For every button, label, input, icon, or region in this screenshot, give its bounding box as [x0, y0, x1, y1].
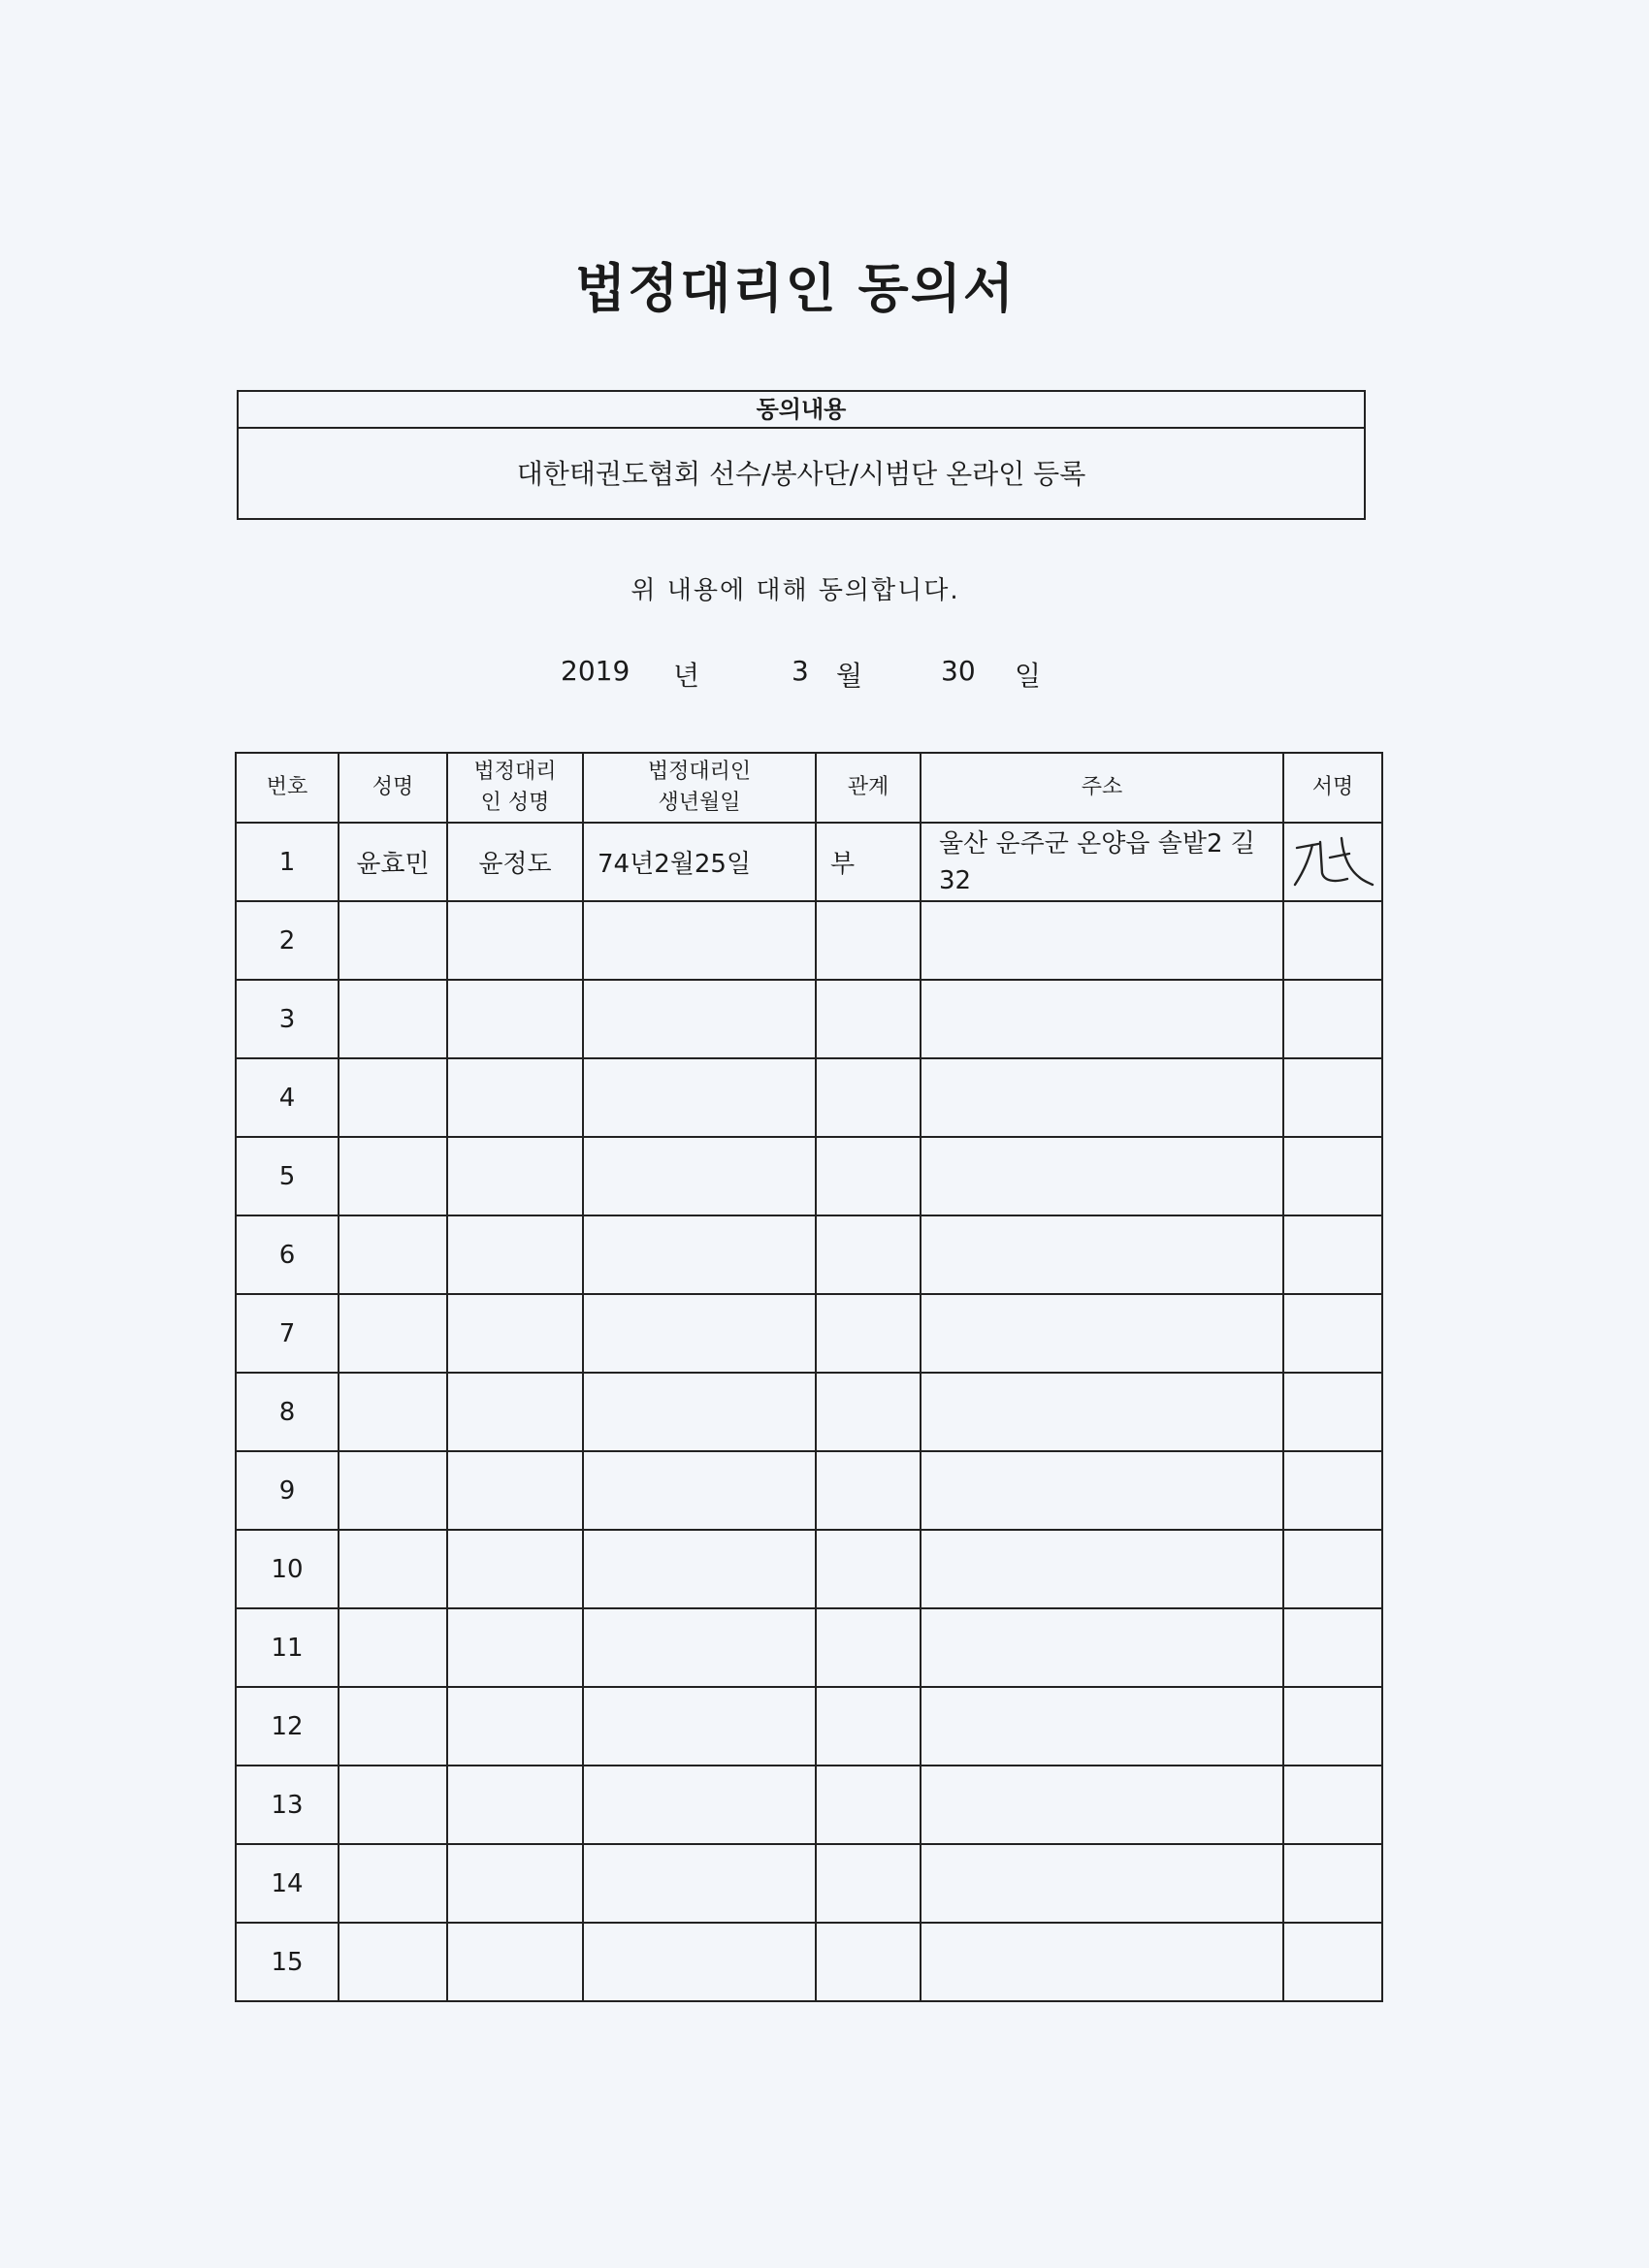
table-row — [236, 1058, 1382, 1137]
cell-address — [921, 1766, 1283, 1844]
cell-guardian-birth — [583, 1294, 816, 1373]
cell-address: 울산 운주군 온양읍 솔밭2 길 32 — [921, 823, 1283, 901]
cell-relation — [816, 1766, 921, 1844]
cell-relation: 부 — [816, 823, 921, 901]
cell-signature — [1283, 1608, 1382, 1687]
date-year: 2019 — [561, 655, 630, 687]
cell-guardian-name — [447, 1373, 583, 1451]
table-header-row — [236, 753, 1382, 823]
cell-signature — [1283, 1294, 1382, 1373]
cell-name — [339, 1215, 447, 1294]
cell-relation — [816, 980, 921, 1058]
cell-address — [921, 980, 1283, 1058]
cell-guardian-birth — [583, 1215, 816, 1294]
cell-name — [339, 1608, 447, 1687]
cell-name — [339, 1137, 447, 1215]
cell-guardian-name — [447, 1530, 583, 1608]
header-signature: 서명 — [1283, 753, 1382, 823]
cell-guardian-name — [447, 1215, 583, 1294]
table-row — [236, 1766, 1382, 1844]
table-row — [236, 980, 1382, 1058]
cell-address — [921, 1608, 1283, 1687]
date-year-unit: 년 — [673, 660, 700, 692]
cell-guardian-name — [447, 980, 583, 1058]
table-row — [236, 1215, 1382, 1294]
cell-address — [921, 1451, 1283, 1530]
cell-relation — [816, 1058, 921, 1137]
cell-relation — [816, 1530, 921, 1608]
cell-signature — [1283, 1451, 1382, 1530]
header-guardian-name: 법정대리인 성명 — [447, 753, 583, 823]
cell-guardian-birth — [583, 1766, 816, 1844]
cell-guardian-name — [447, 1844, 583, 1923]
cell-guardian-name — [447, 1058, 583, 1137]
cell-guardian-name — [447, 1766, 583, 1844]
table-row — [236, 1373, 1382, 1451]
cell-signature — [1283, 1844, 1382, 1923]
table-row — [236, 1451, 1382, 1530]
cell-name — [339, 1844, 447, 1923]
cell-number: 13 — [236, 1766, 339, 1844]
cell-name — [339, 1451, 447, 1530]
table-row — [236, 1530, 1382, 1608]
date-month-unit: 월 — [836, 660, 863, 692]
cell-name — [339, 1294, 447, 1373]
cell-guardian-birth — [583, 1844, 816, 1923]
cell-signature — [1283, 1766, 1382, 1844]
cell-guardian-name — [447, 1451, 583, 1530]
table-row — [236, 1608, 1382, 1687]
table-row — [236, 1923, 1382, 2001]
cell-guardian-birth: 74년2월25일 — [583, 823, 816, 901]
header-name: 성명 — [339, 753, 447, 823]
cell-address — [921, 901, 1283, 980]
cell-address — [921, 1530, 1283, 1608]
cell-address — [921, 1294, 1283, 1373]
cell-name — [339, 1058, 447, 1137]
cell-number: 2 — [236, 901, 339, 980]
cell-number: 14 — [236, 1844, 339, 1923]
cell-guardian-name — [447, 1687, 583, 1766]
cell-guardian-name: 윤정도 — [447, 823, 583, 901]
cell-address — [921, 1215, 1283, 1294]
cell-signature — [1283, 1137, 1382, 1215]
cell-address — [921, 1687, 1283, 1766]
cell-number: 6 — [236, 1215, 339, 1294]
cell-name — [339, 980, 447, 1058]
cell-number: 3 — [236, 980, 339, 1058]
cell-relation — [816, 1215, 921, 1294]
cell-name — [339, 1766, 447, 1844]
cell-guardian-name — [447, 1137, 583, 1215]
cell-address — [921, 1844, 1283, 1923]
cell-name — [339, 901, 447, 980]
cell-guardian-birth — [583, 1608, 816, 1687]
cell-guardian-birth — [583, 1058, 816, 1137]
cell-relation — [816, 1137, 921, 1215]
cell-signature — [1283, 1058, 1382, 1137]
header-guardian-birth: 법정대리인 생년월일 — [583, 753, 816, 823]
date-month: 3 — [792, 655, 809, 687]
cell-guardian-birth — [583, 1530, 816, 1608]
cell-name — [339, 1530, 447, 1608]
table-row — [236, 1137, 1382, 1215]
cell-guardian-name — [447, 1608, 583, 1687]
cell-relation — [816, 1373, 921, 1451]
cell-relation — [816, 1687, 921, 1766]
cell-guardian-birth — [583, 1923, 816, 2001]
cell-signature — [1283, 1687, 1382, 1766]
cell-guardian-name — [447, 901, 583, 980]
cell-name — [339, 1687, 447, 1766]
cell-number: 5 — [236, 1137, 339, 1215]
cell-signature — [1283, 1215, 1382, 1294]
cell-signature — [1283, 980, 1382, 1058]
cell-relation — [816, 1923, 921, 2001]
cell-address — [921, 1373, 1283, 1451]
cell-guardian-birth — [583, 1373, 816, 1451]
cell-number: 4 — [236, 1058, 339, 1137]
header-relation: 관계 — [816, 753, 921, 823]
registration-table — [235, 752, 1383, 2002]
cell-number: 15 — [236, 1923, 339, 2001]
table-row — [236, 1844, 1382, 1923]
cell-name — [339, 1373, 447, 1451]
cell-number: 10 — [236, 1530, 339, 1608]
cell-number: 1 — [236, 823, 339, 901]
date-day: 30 — [941, 655, 976, 687]
cell-number: 11 — [236, 1608, 339, 1687]
document-title: 법정대리인 동의서 — [574, 257, 1017, 319]
cell-guardian-birth — [583, 901, 816, 980]
table-row — [236, 1687, 1382, 1766]
cell-guardian-name — [447, 1294, 583, 1373]
header-number: 번호 — [236, 753, 339, 823]
handwritten-signature — [1283, 823, 1382, 901]
consent-header: 동의내용 — [239, 392, 1364, 429]
cell-signature — [1283, 1530, 1382, 1608]
header-address: 주소 — [921, 753, 1283, 823]
date-day-unit: 일 — [1015, 660, 1042, 692]
cell-guardian-birth — [583, 1137, 816, 1215]
consent-box — [237, 390, 1366, 520]
cell-guardian-birth — [583, 1687, 816, 1766]
cell-relation — [816, 1451, 921, 1530]
cell-number: 7 — [236, 1294, 339, 1373]
cell-relation — [816, 1608, 921, 1687]
cell-address — [921, 1137, 1283, 1215]
table-row — [236, 823, 1382, 901]
cell-relation — [816, 901, 921, 980]
cell-guardian-birth — [583, 1451, 816, 1530]
table-row — [236, 901, 1382, 980]
cell-relation — [816, 1844, 921, 1923]
table-row — [236, 1294, 1382, 1373]
cell-address — [921, 1923, 1283, 2001]
cell-address — [921, 1058, 1283, 1137]
cell-number: 8 — [236, 1373, 339, 1451]
cell-signature — [1283, 901, 1382, 980]
cell-guardian-birth — [583, 980, 816, 1058]
cell-signature — [1283, 1373, 1382, 1451]
cell-relation — [816, 1294, 921, 1373]
cell-guardian-name — [447, 1923, 583, 2001]
cell-name: 윤효민 — [339, 823, 447, 901]
agreement-statement: 위 내용에 대해 동의합니다. — [630, 576, 960, 605]
cell-signature — [1283, 1923, 1382, 2001]
cell-name — [339, 1923, 447, 2001]
consent-content: 대한태권도협회 선수/봉사단/시범단 온라인 등록 — [516, 458, 1086, 490]
cell-number: 12 — [236, 1687, 339, 1766]
cell-number: 9 — [236, 1451, 339, 1530]
